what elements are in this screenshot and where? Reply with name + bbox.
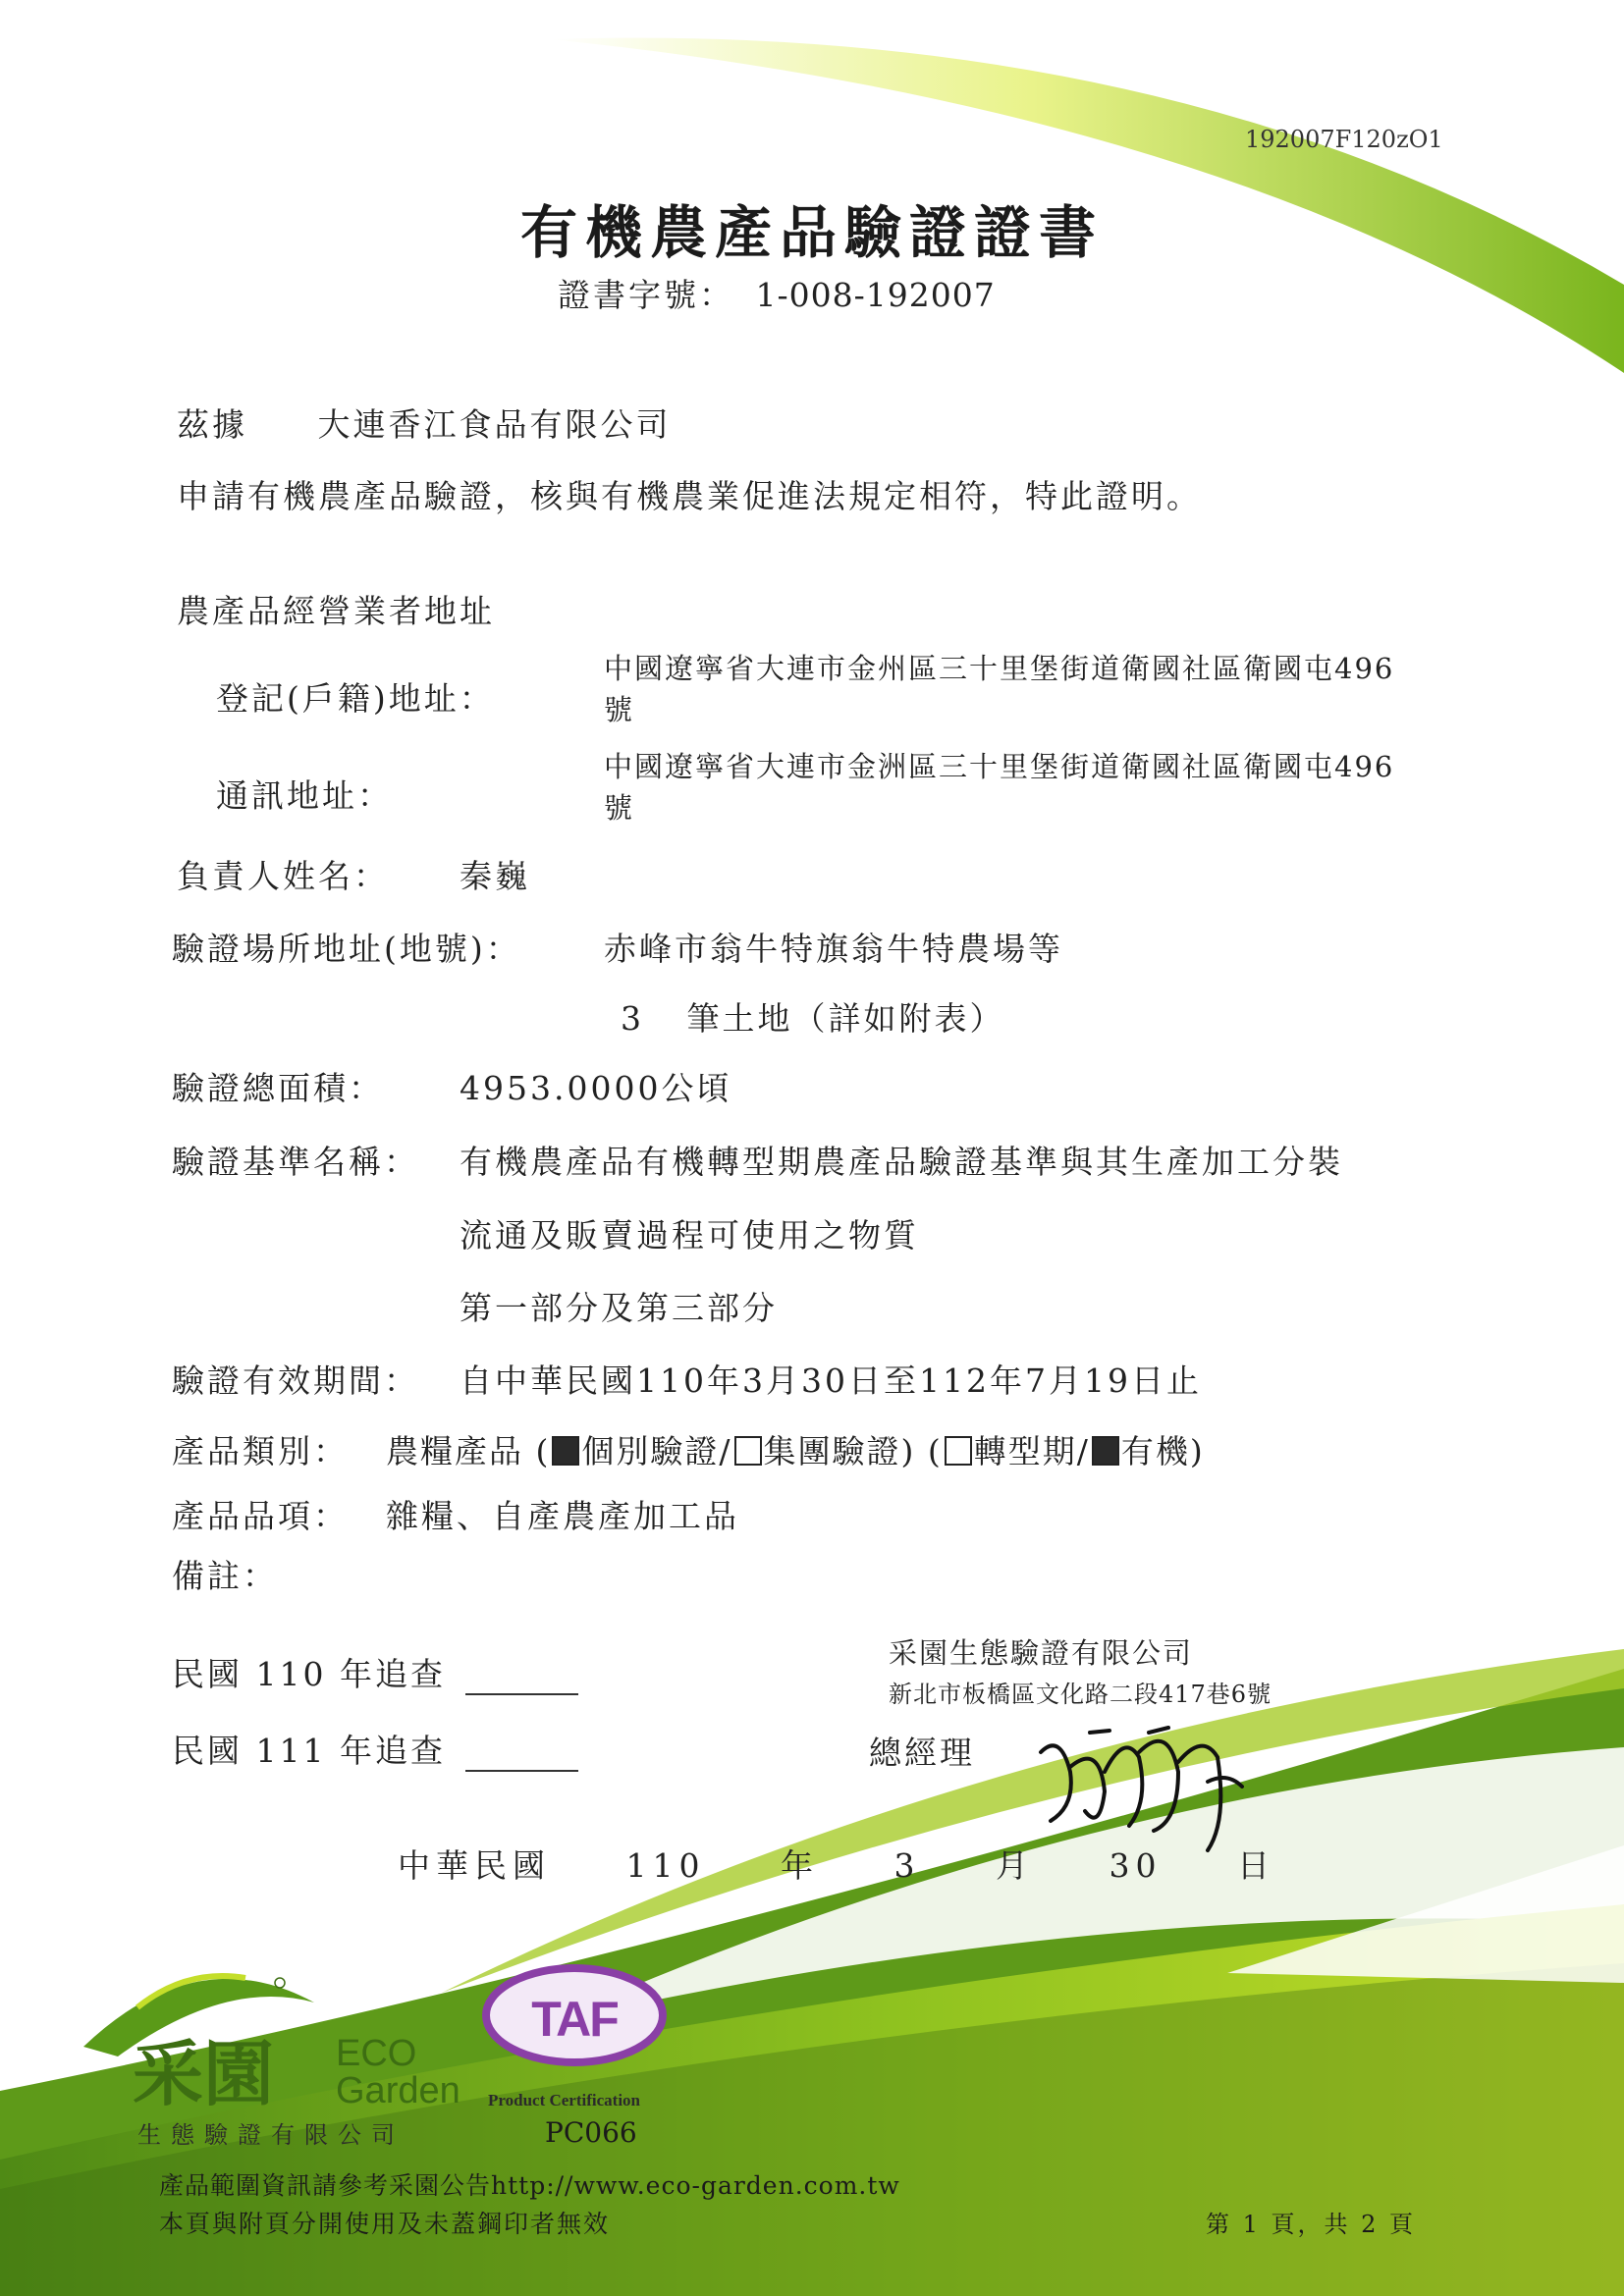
product-items-value: 雜糧、自產農產加工品 [386, 1497, 739, 1535]
site-address-label: 驗證場所地址(地號)： [172, 930, 521, 968]
footer-page: 第 1 頁，共 2 頁 [1206, 2211, 1417, 2238]
operator-address-heading: 農產品經營業者地址 [177, 592, 495, 630]
followup-110-blank [465, 1662, 578, 1695]
close-paren-2: ) [1189, 1432, 1205, 1470]
mailing-address-label: 通訊地址： [216, 776, 393, 815]
product-category-label: 產品類別： [172, 1432, 349, 1470]
transition-checkbox [945, 1436, 972, 1466]
taf-mark: TAF [531, 1992, 618, 2047]
product-category-value: 農糧產品 [386, 1432, 523, 1470]
certificate-number-value: 1-008-192007 [755, 276, 996, 314]
recipient-prefix: 茲據 [177, 405, 247, 444]
followup-110 [172, 1649, 578, 1695]
certificate-number-label: 證書字號： [558, 276, 734, 314]
eco-garden-logo [79, 1949, 471, 2149]
taf-logo [476, 1961, 673, 2158]
issuer-address: 新北市板橋區文化路二段417巷6號 [889, 1681, 1272, 1708]
total-area-value: 4953.0000公頃 [460, 1069, 732, 1107]
issuer-name: 采園生態驗證有限公司 [889, 1636, 1194, 1670]
mailing-address-line1: 中國遼寧省大連市金洲區三十里堡街道衛國社區衛國屯496 [604, 750, 1395, 783]
followup-111-blank [465, 1738, 578, 1772]
footer-line2: 本頁與附頁分開使用及未蓋鋼印者無效 [159, 2210, 611, 2238]
remarks-label: 備註： [172, 1557, 278, 1595]
responsible-person-value: 秦巍 [460, 857, 530, 895]
signature [1031, 1713, 1267, 1860]
followup-111 [172, 1726, 578, 1772]
product-items-label: 產品品項： [172, 1497, 349, 1535]
standard-label: 驗證基準名稱： [172, 1143, 419, 1181]
registered-address-line2: 號 [604, 693, 635, 726]
taf-code: PC066 [545, 2116, 637, 2149]
eco-logo-chinese: 采園 [133, 2032, 275, 2115]
certificate-number [558, 270, 996, 316]
product-category [386, 1426, 1205, 1472]
followup-111-label: 民國 111 年追查 [172, 1732, 446, 1770]
parcels-text: 筆土地（詳如附表） [686, 999, 1005, 1038]
issue-month-unit: 月 [996, 1846, 1034, 1885]
registered-address-value [604, 648, 1468, 730]
issue-day: 30 [1109, 1846, 1163, 1885]
certificate-title: 有機農產品驗證證書 [519, 199, 1104, 266]
validity-value: 自中華民國110年3月30日至112年7月19日止 [460, 1362, 1202, 1400]
individual-label: 個別驗證/ [581, 1432, 732, 1470]
group-label: 集團驗證 [763, 1432, 901, 1470]
registered-address-label: 登記(戶籍)地址： [216, 679, 495, 718]
eco-logo-company: 生態驗證有限公司 [137, 2121, 405, 2149]
statement: 申請有機農產品驗證，核與有機農業促進法規定相符，特此證明。 [177, 477, 1202, 515]
transition-label: 轉型期/ [973, 1432, 1090, 1470]
serial-code: 192007F120zO1 [1245, 126, 1443, 153]
issue-year: 110 [625, 1846, 706, 1885]
eco-logo-eco: ECO [336, 2033, 417, 2074]
mailing-address-value [604, 746, 1468, 828]
standard-line2: 流通及販賣過程可使用之物質 [460, 1216, 919, 1255]
recipient [177, 400, 672, 446]
organic-label: 有機 [1120, 1432, 1190, 1470]
total-area-label: 驗證總面積： [172, 1069, 384, 1107]
issue-day-unit: 日 [1237, 1846, 1275, 1885]
recipient-company: 大連香江食品有限公司 [317, 405, 672, 444]
issue-year-unit: 年 [781, 1846, 819, 1885]
group-checkbox [734, 1436, 762, 1466]
mailing-address-line2: 號 [604, 791, 635, 825]
issue-date [398, 1841, 1275, 1887]
responsible-person-label: 負責人姓名： [177, 857, 389, 895]
organic-checkbox [1092, 1436, 1119, 1466]
close-paren: ) ( [900, 1432, 943, 1470]
standard-line3: 第一部分及第三部分 [460, 1289, 778, 1327]
open-paren: ( [535, 1432, 551, 1470]
general-manager-label: 總經理 [869, 1734, 975, 1772]
eco-logo-garden: Garden [336, 2070, 460, 2111]
registered-address-line1: 中國遼寧省大連市金州區三十里堡街道衛國社區衛國屯496 [604, 652, 1395, 685]
issue-era: 中華民國 [398, 1846, 551, 1885]
followup-110-label: 民國 110 年追查 [172, 1655, 446, 1693]
standard-line1: 有機農產品有機轉型期農產品驗證基準與其生產加工分裝 [460, 1143, 1343, 1181]
taf-caption: Product Certification [488, 2091, 641, 2109]
footer-line1: 產品範圍資訊請參考采園公告http://www.eco-garden.com.tw [159, 2171, 900, 2200]
site-parcels [621, 993, 1005, 1040]
issue-month: 3 [893, 1846, 921, 1885]
validity-label: 驗證有效期間： [172, 1362, 419, 1400]
parcels-count: 3 [621, 999, 644, 1038]
individual-checkbox [552, 1436, 579, 1466]
site-address-value: 赤峰市翁牛特旗翁牛特農場等 [604, 930, 1063, 968]
